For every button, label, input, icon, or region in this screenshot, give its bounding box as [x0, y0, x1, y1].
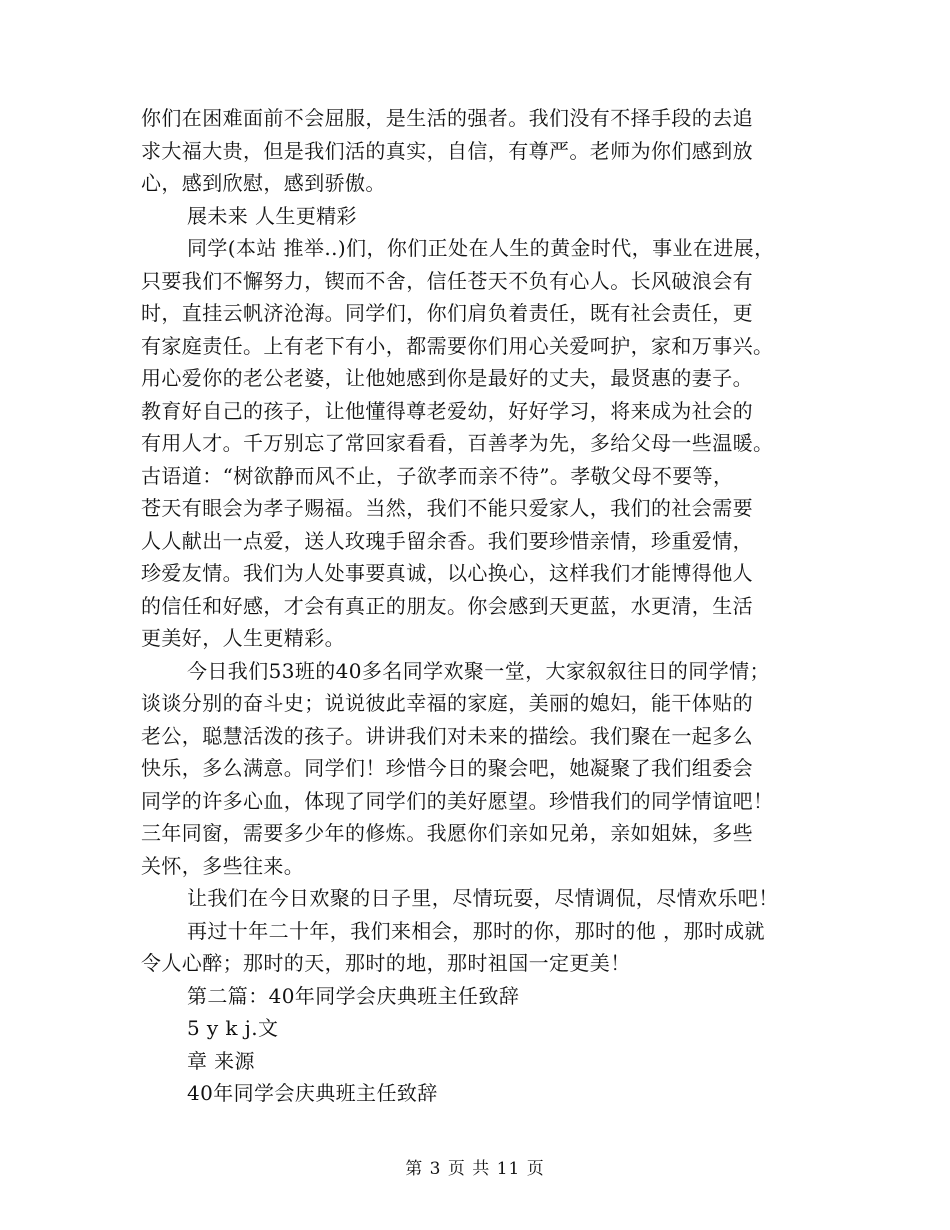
- text-line: 章 来源: [187, 1048, 255, 1073]
- text-line: 三年同窗，需要多少年的修炼。我愿你们亲如兄弟，亲如姐妹，多些: [141, 821, 753, 845]
- text-line: 谈谈分别的奋斗史；说说彼此幸福的家庭，美丽的媳妇，能干体贴的: [141, 691, 753, 715]
- text-line: 珍爱友情。我们为人处事要真诚，以心换心，这样我们才能博得他人: [141, 561, 753, 585]
- document-body: [141, 102, 821, 1110]
- text-line: 古语道：“树欲静而风不止，子欲孝而亲不待”。孝敬父母不要等，: [141, 463, 734, 488]
- text-line: 第二篇：40年同学会庆典班主任致辞: [187, 983, 520, 1008]
- text-line: 用心爱你的老公老婆，让他她感到你是最好的丈夫，最贤惠的妻子。: [141, 366, 753, 390]
- text-line: 苍天有眼会为孝子赐福。当然，我们不能只爱家人，我们的社会需要: [141, 496, 753, 520]
- text-line: 教育好自己的孩子，让他懂得尊老爱幼，好好学习，将来成为社会的: [141, 398, 753, 423]
- text-line: 让我们在今日欢聚的日子里，尽情玩耍，尽情调侃，尽情欢乐吧！: [187, 886, 779, 910]
- text-line: 再过十年二十年，我们来相会，那时的你，那时的他 ，那时成就: [187, 918, 765, 943]
- text-line: 令人心醉；那时的天，那时的地，那时祖国一定更美！: [141, 951, 631, 975]
- text-line: 有家庭责任。上有老下有小，都需要你们用心关爱呵护，家和万事兴。: [141, 333, 774, 358]
- text-line: 的信任和好感，才会有真正的朋友。你会感到天更蓝，水更清，生活: [141, 593, 753, 618]
- text-line: 心，感到欣慰，感到骄傲。: [141, 171, 386, 195]
- text-line: 关怀，多些往来。: [141, 853, 305, 878]
- text-line: 快乐，多么满意。同学们！珍惜今日的聚会吧，她凝聚了我们组委会: [141, 756, 753, 780]
- text-line: 人人献出一点爱，送人玫瑰手留余香。我们要珍惜亲情，珍重爱情，: [141, 528, 753, 553]
- text-line: 同学的许多心血，体现了同学们的美好愿望。珍惜我们的同学情谊吧！: [141, 788, 774, 813]
- text-line: 展未来 人生更精彩: [187, 203, 357, 228]
- text-line: 只要我们不懈努力，锲而不舍，信任苍天不负有心人。长风破浪会有: [141, 268, 753, 293]
- text-line: 更美好，人生更精彩。: [141, 626, 345, 650]
- text-line: 求大福大贵，但是我们活的真实，自信，有尊严。老师为你们感到放: [141, 138, 753, 163]
- text-line: 同学(本站 推举..)们，你们正处在人生的黄金时代，事业在进展，: [187, 236, 775, 260]
- page-footer: 第 3 页 共 11 页: [405, 1159, 545, 1179]
- text-line: 40年同学会庆典班主任致辞: [187, 1081, 438, 1105]
- text-line: 今日我们53班的40多名同学欢聚一堂，大家叙叙往日的同学情；: [187, 658, 770, 683]
- text-line: 老公，聪慧活泼的孩子。讲讲我们对未来的描绘。我们聚在一起多么: [141, 723, 753, 748]
- text-line: 你们在困难面前不会屈服，是生活的强者。我们没有不择手段的去追: [141, 106, 753, 130]
- text-line: 有用人才。千万别忘了常回家看看，百善孝为先，多给父母一些温暖。: [141, 431, 774, 455]
- text-line: 5 y k j.文: [187, 1016, 279, 1040]
- text-line: 时，直挂云帆济沧海。同学们，你们肩负着责任，既有社会责任，更: [141, 301, 753, 325]
